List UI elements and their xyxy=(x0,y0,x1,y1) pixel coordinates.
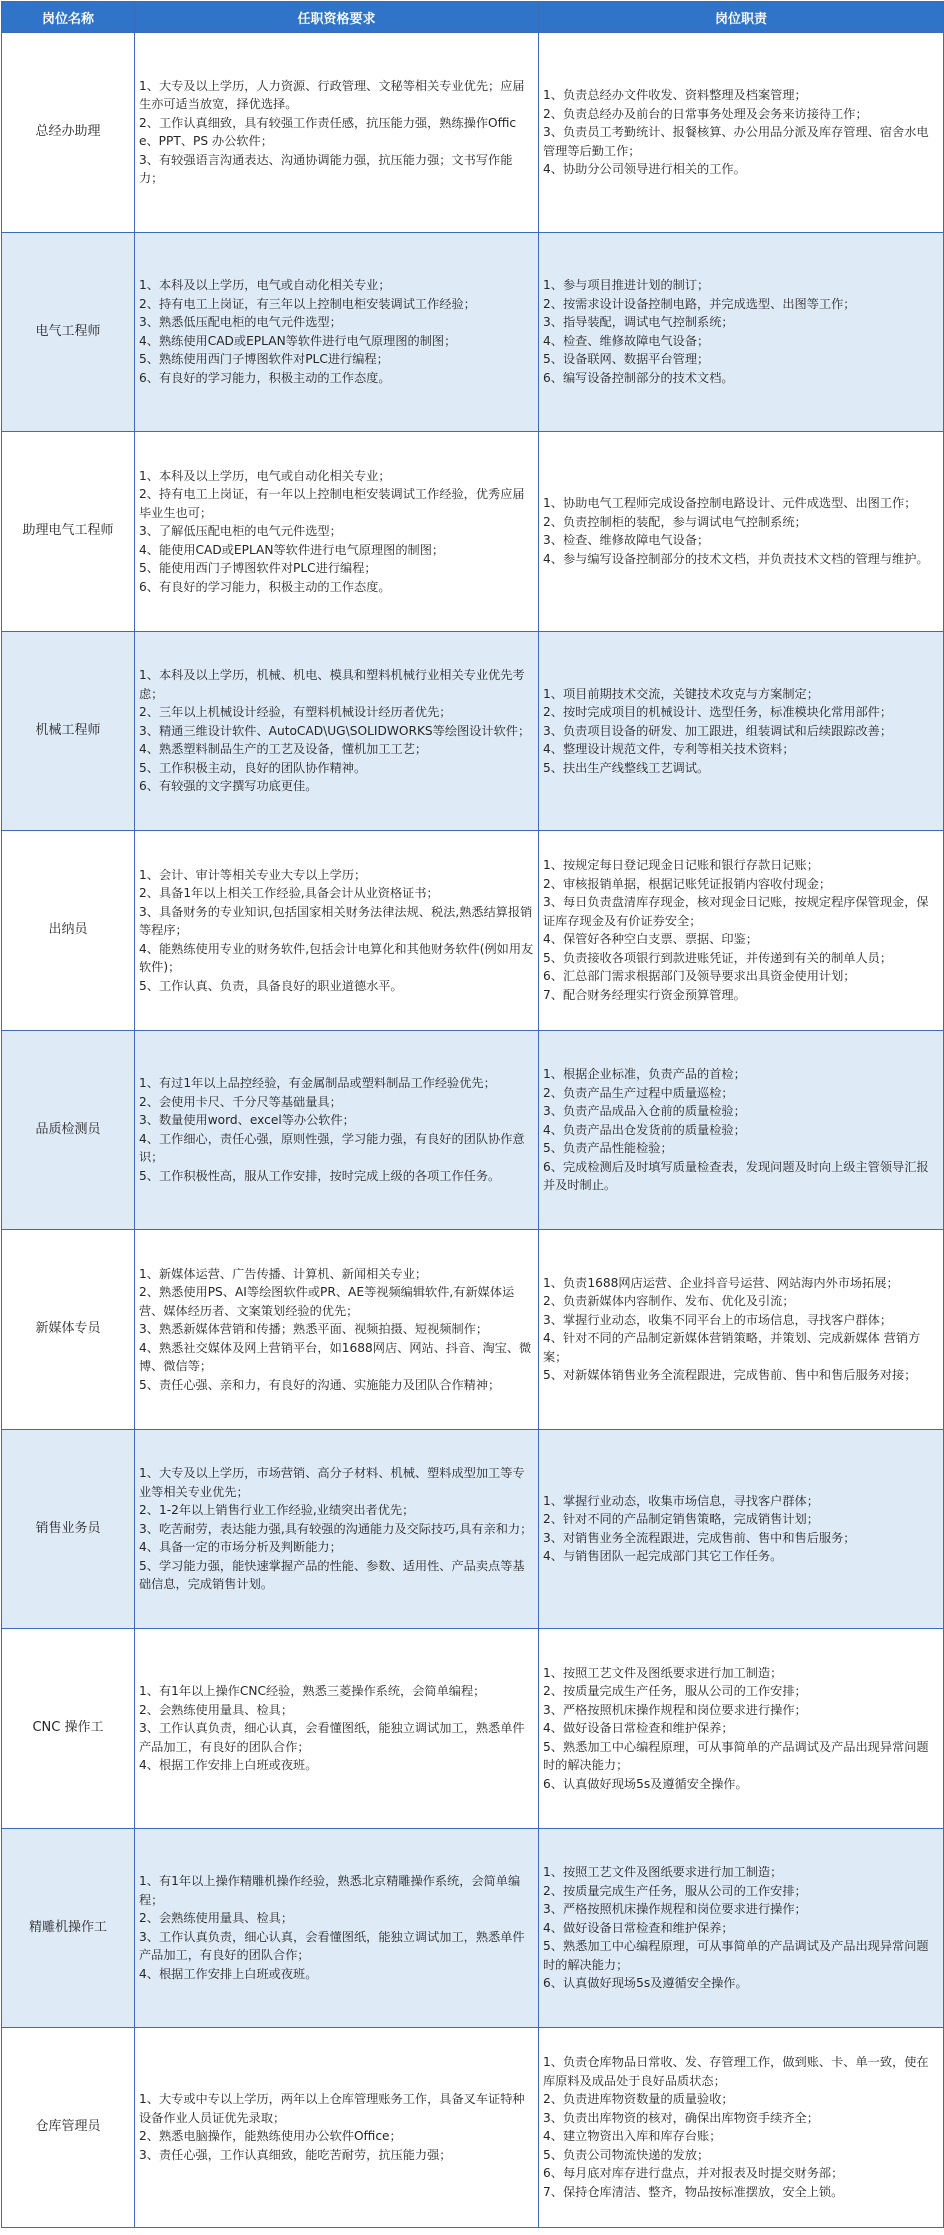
table-row xyxy=(2,33,944,233)
qualification-item: 2、工作认真细致，具有较强工作责任感，抗压能力强，熟练操作Office、PPT、PS 办公软件； xyxy=(139,115,517,149)
responsibility-item: 6、汇总部门需求根据部门及领导要求出具资金使用计划； xyxy=(543,969,856,984)
responsibility-item: 1、协助电气工程师完成设备控制电路设计、元件成选型、出图工作； xyxy=(543,496,917,511)
responsibility-item: 4、保管好各种空白支票、票据、印鉴； xyxy=(543,932,758,947)
qualification-item: 4、熟悉塑料制品生产的工艺及设备，懂机加工工艺； xyxy=(139,742,428,756)
qualification-item: 4、熟悉社交媒体及网上营销平台，如1688网店、网站、抖音、淘宝、微博、微信等； xyxy=(139,1340,532,1373)
qualification-item: 1、本科及以上学历，电气或自动化相关专业； xyxy=(139,278,391,293)
qualification-item: 6、有较强的文字撰写功底更佳。 xyxy=(139,779,318,793)
responsibility-item: 5、负责产品性能检验； xyxy=(543,1141,673,1155)
responsibility-item: 4、做好设备日常检查和维护保养； xyxy=(543,1721,734,1735)
position-name: 电气工程师 xyxy=(2,232,135,432)
responsibility-item: 1、负责总经办文件收发、资料整理及档案管理； xyxy=(543,88,807,102)
responsibility-item: 6、每月底对库存进行盘点，并对报表及时提交财务部； xyxy=(543,2166,844,2181)
responsibility-item: 5、扶出生产线整线工艺调试。 xyxy=(543,760,710,775)
responsibility-item: 2、按质量完成生产任务，服从公司的工作安排； xyxy=(543,1684,807,1698)
position-name: CNC 操作工 xyxy=(2,1629,135,1829)
qualification-item: 1、本科及以上学历，机械、机电、模具和塑料机械行业相关专业优先考虑； xyxy=(139,668,525,701)
qualification-item: 2、熟悉电脑操作，能熟练使用办公软件Office； xyxy=(139,2129,402,2144)
position-name: 机械工程师 xyxy=(2,631,135,831)
qualification-item: 2、会使用卡尺、千分尺等基础量具； xyxy=(139,1094,342,1109)
table-row xyxy=(2,1230,944,1430)
qualification-item: 1、有过1年以上品控经验，有金属制品或塑料制品工作经验优先； xyxy=(139,1076,496,1091)
qualification-item: 1、有1年以上操作CNC经验，熟悉三菱操作系统，会简单编程； xyxy=(139,1684,486,1698)
responsibility-item: 2、负责控制柜的装配，参与调试电气控制系统； xyxy=(543,514,807,529)
responsibilities-cell xyxy=(539,831,944,1031)
responsibility-item: 1、根据企业标准，负责产品的首检； xyxy=(543,1067,746,1081)
qualification-item: 3、熟悉新媒体营销和传播；熟悉平面、视频拍摄、短视频制作； xyxy=(139,1322,489,1336)
position-name: 销售业务员 xyxy=(2,1429,135,1629)
qualifications-cell xyxy=(135,1629,539,1829)
qualification-item: 1、新媒体运营、广告传播、计算机、新闻相关专业； xyxy=(139,1266,428,1281)
qualification-item: 5、工作积极主动，良好的团队协作精神。 xyxy=(139,760,367,775)
header-position-name: 岗位名称 xyxy=(2,2,135,33)
qualification-item: 3、具备财务的专业知识,包括国家相关财务法律法规、税法,熟悉结算报销等程序； xyxy=(139,904,533,937)
responsibility-item: 4、建立物资出入库和库存台账； xyxy=(543,2129,722,2144)
responsibility-item: 3、严格按照机床操作规程和岗位要求进行操作； xyxy=(543,1702,807,1717)
responsibility-item: 5、负责接收各项银行到款进账凭证，并传递到有关的制单人员； xyxy=(543,950,893,965)
responsibility-item: 2、按需求设计设备控制电路，并完成选型、出图等工作； xyxy=(543,296,856,311)
qualification-item: 1、大专及以上学历，人力资源、行政管理、文秘等相关专业优先；应届生亦可适当放宽，择优选择。 xyxy=(139,78,525,112)
position-name: 品质检测员 xyxy=(2,1030,135,1230)
qualification-item: 4、根据工作安排上白班或夜班。 xyxy=(139,1758,318,1772)
responsibility-item: 3、对销售业务全流程跟进，完成售前、售中和售后服务； xyxy=(543,1530,856,1545)
responsibility-item: 2、负责产品生产过程中质量巡检； xyxy=(543,1085,734,1100)
header-responsibilities: 岗位职责 xyxy=(539,2,944,33)
responsibility-item: 3、负责产品成品入仓前的质量检验； xyxy=(543,1104,746,1118)
table-body xyxy=(2,33,944,2228)
responsibilities-cell xyxy=(539,33,944,233)
responsibility-item: 4、参与编写设备控制部分的技术文档，并负责技术文档的管理与维护。 xyxy=(543,551,929,566)
table-row xyxy=(2,631,944,831)
responsibility-item: 1、参与项目推进计划的制订； xyxy=(543,278,710,293)
responsibility-item: 2、负责新媒体内容制作、发布、优化及引流； xyxy=(543,1294,795,1309)
responsibility-item: 5、对新媒体销售业务全流程跟进，完成售前、售中和售后服务对接； xyxy=(543,1368,917,1383)
qualification-item: 4、能使用CAD或EPLAN等软件进行电气原理图的制图； xyxy=(139,542,445,557)
qualification-item: 3、熟悉低压配电柜的电气元件选型； xyxy=(139,315,342,330)
table-row xyxy=(2,1629,944,1829)
responsibility-item: 4、整理设计规范文件，专利等相关技术资料； xyxy=(543,742,795,756)
responsibility-item: 3、严格按照机床操作规程和岗位要求进行操作； xyxy=(543,1902,807,1916)
table-row xyxy=(2,1030,944,1230)
responsibility-item: 4、针对不同的产品制定新媒体营销策略，并策划、完成新媒体 营销方案； xyxy=(543,1331,921,1364)
responsibility-item: 5、负责公司物流快递的发放； xyxy=(543,2147,710,2162)
position-name: 助理电气工程师 xyxy=(2,432,135,632)
position-name: 精雕机操作工 xyxy=(2,1828,135,2028)
qualification-item: 4、根据工作安排上白班或夜班。 xyxy=(139,1966,318,1981)
responsibility-item: 1、负责1688网店运营、企业抖音号运营、网站海内外市场拓展； xyxy=(543,1275,899,1290)
responsibility-item: 2、按质量完成生产任务，服从公司的工作安排； xyxy=(543,1883,807,1898)
responsibility-item: 1、按规定每日登记现金日记账和银行存款日记账； xyxy=(543,858,819,873)
qualification-item: 4、熟练使用CAD或EPLAN等软件进行电气原理图的制图； xyxy=(139,333,457,348)
responsibility-item: 1、按照工艺文件及图纸要求进行加工制造； xyxy=(543,1865,783,1879)
responsibility-item: 6、编写设备控制部分的技术文档。 xyxy=(543,370,734,385)
qualification-item: 3、数量使用word、excel等办公软件； xyxy=(139,1113,355,1128)
table-row xyxy=(2,831,944,1031)
position-name: 仓库管理员 xyxy=(2,2028,135,2228)
qualification-item: 2、持有电工上岗证，有一年以上控制电柜安装调试工作经验，优秀应届毕业生也可； xyxy=(139,487,525,520)
responsibility-item: 1、负责仓库物品日常收、发、存管理工作，做到账、卡、单一致，使在库原料及成品处于良好品质状态； xyxy=(543,2055,929,2088)
qualification-item: 2、会熟练使用量具、检具； xyxy=(139,1911,294,1926)
responsibilities-cell xyxy=(539,1629,944,1829)
header-qualifications: 任职资格要求 xyxy=(135,2,539,33)
responsibility-item: 3、负责出库物资的核对，确保出库物资手续齐全； xyxy=(543,2110,819,2125)
table-row xyxy=(2,232,944,432)
table-row xyxy=(2,432,944,632)
responsibilities-cell xyxy=(539,1429,944,1629)
qualifications-cell xyxy=(135,232,539,432)
qualifications-cell xyxy=(135,1429,539,1629)
qualification-item: 4、具备一定的市场分析及判断能力； xyxy=(139,1540,342,1554)
responsibility-item: 4、与销售团队一起完成部门其它工作任务。 xyxy=(543,1549,783,1564)
position-name: 总经办助理 xyxy=(2,33,135,233)
table-row xyxy=(2,1429,944,1629)
qualifications-cell xyxy=(135,2028,539,2228)
responsibility-item: 1、按照工艺文件及图纸要求进行加工制造； xyxy=(543,1665,783,1680)
qualification-item: 5、熟练使用西门子博图软件对PLC进行编程； xyxy=(139,352,389,367)
qualification-item: 3、工作认真负责，细心认真，会看懂图纸，能独立调试加工，熟悉单件产品加工，有良好的团队合作； xyxy=(139,1721,525,1754)
qualifications-cell xyxy=(135,33,539,233)
responsibility-item: 3、指导装配，调试电气控制系统； xyxy=(543,315,734,330)
responsibility-item: 2、负责进库物资数量的质量验收； xyxy=(543,2092,734,2107)
qualification-item: 2、熟悉使用PS、AI等绘图软件或PR、AE等视频编辑软件,有新媒体运营、媒体经历者、文案策划经验的优先； xyxy=(139,1285,515,1318)
qualification-item: 2、持有电工上岗证，有三年以上控制电柜安装调试工作经验； xyxy=(139,296,476,311)
responsibility-item: 2、负责总经办及前台的日常事务处理及会务来访接待工作； xyxy=(543,106,868,121)
qualification-item: 1、会计、审计等相关专业大专以上学历； xyxy=(139,867,367,882)
qualifications-cell xyxy=(135,1030,539,1230)
qualification-item: 1、大专及以上学历，市场营销、高分子材料、机械、塑料成型加工等专业等相关专业优先； xyxy=(139,1466,525,1499)
responsibility-item: 1、掌握行业动态，收集市场信息，寻找客户群体； xyxy=(543,1493,819,1508)
qualification-item: 1、有1年以上操作精雕机操作经验，熟悉北京精雕操作系统，会简单编程； xyxy=(139,1874,521,1907)
responsibilities-cell xyxy=(539,1230,944,1430)
qualifications-cell xyxy=(135,432,539,632)
table-header-row xyxy=(2,2,944,33)
qualification-item: 5、能使用西门子博图软件对PLC进行编程； xyxy=(139,561,377,575)
responsibilities-cell xyxy=(539,631,944,831)
qualification-item: 3、精通三维设计软件、AutoCAD\UG\SOLIDWORKS等绘图设计软件； xyxy=(139,723,531,738)
responsibilities-cell xyxy=(539,1828,944,2028)
qualification-item: 4、工作细心，责任心强，原则性强，学习能力强，有良好的团队协作意识； xyxy=(139,1131,525,1165)
qualification-item: 3、责任心强，工作认真细致，能吃苦耐劳，抗压能力强； xyxy=(139,2147,452,2162)
table-row xyxy=(2,1828,944,2028)
responsibility-item: 6、认真做好现场5s及遵循安全操作。 xyxy=(543,1976,748,1990)
responsibilities-cell xyxy=(539,1030,944,1230)
position-name: 新媒体专员 xyxy=(2,1230,135,1430)
qualification-item: 2、具备1年以上相关工作经验,具备会计从业资格证书； xyxy=(139,886,439,900)
qualifications-cell xyxy=(135,631,539,831)
responsibility-item: 1、项目前期技术交流，关键技术攻克与方案制定； xyxy=(543,686,819,701)
qualification-item: 1、本科及以上学历，电气或自动化相关专业； xyxy=(139,468,391,483)
qualifications-cell xyxy=(135,831,539,1031)
responsibility-item: 4、协助分公司领导进行相关的工作。 xyxy=(543,162,746,176)
qualification-item: 3、了解低压配电柜的电气元件选型； xyxy=(139,524,342,538)
qualification-item: 3、有较强语言沟通表达、沟通协调能力强，抗压能力强；文书写作能力； xyxy=(139,152,513,186)
responsibility-item: 6、认真做好现场5s及遵循安全操作。 xyxy=(543,1776,748,1791)
qualifications-cell xyxy=(135,1828,539,2028)
table-row xyxy=(2,2028,944,2228)
qualifications-cell xyxy=(135,1230,539,1430)
responsibility-item: 5、熟悉加工中心编程原理，可从事简单的产品调试及产品出现异常问题时的解决能力； xyxy=(543,1939,929,1972)
job-requirements-table xyxy=(1,1,944,2228)
responsibilities-cell xyxy=(539,2028,944,2228)
qualification-item: 1、大专或中专以上学历，两年以上仓库管理账务工作，具备叉车证特种设备作业人员证优先录取； xyxy=(139,2092,525,2125)
responsibility-item: 5、设备联网、数据平台管理； xyxy=(543,352,710,367)
qualification-item: 6、有良好的学习能力，积极主动的工作态度。 xyxy=(139,579,391,594)
qualification-item: 2、三年以上机械设计经验，有塑料机械设计经历者优先； xyxy=(139,705,452,719)
responsibility-item: 3、检查、维修故障电气设备； xyxy=(543,533,710,548)
responsibility-item: 4、做好设备日常检查和维护保养； xyxy=(543,1920,734,1935)
qualification-item: 5、责任心强、亲和力，有良好的沟通、实施能力及团队合作精神； xyxy=(139,1377,501,1392)
responsibility-item: 6、完成检测后及时填写质量检查表，发现问题及时向上级主管领导汇报并及时制止。 xyxy=(543,1159,929,1192)
responsibility-item: 2、按时完成项目的机械设计、选型任务，标准模块化常用部件； xyxy=(543,705,893,719)
qualification-item: 2、会熟练使用量具、检具； xyxy=(139,1702,294,1717)
qualification-item: 3、工作认真负责，细心认真，会看懂图纸，能独立调试加工，熟悉单件产品加工，有良好的团队合作； xyxy=(139,1929,525,1963)
qualification-item: 5、工作认真、负责，具备良好的职业道德水平。 xyxy=(139,978,403,993)
responsibility-item: 2、针对不同的产品制定销售策略，完成销售计划； xyxy=(543,1512,819,1527)
qualification-item: 5、工作积极性高，服从工作安排，按时完成上级的各项工作任务。 xyxy=(139,1168,501,1183)
responsibility-item: 7、配合财务经理实行资金预算管理。 xyxy=(543,987,746,1002)
qualification-item: 5、学习能力强，能快速掌握产品的性能、参数、适用性、产品卖点等基础信息，完成销售计划。 xyxy=(139,1558,525,1591)
qualification-item: 4、能熟练使用专业的财务软件,包括会计电算化和其他财务软件(例如用友软件)； xyxy=(139,941,534,974)
responsibility-item: 4、检查、维修故障电气设备； xyxy=(543,333,710,348)
responsibility-item: 5、熟悉加工中心编程原理，可从事简单的产品调试及产品出现异常问题时的解决能力； xyxy=(543,1739,929,1772)
responsibility-item: 3、负责员工考勤统计、报餐核算、办公用品分派及库存管理、宿舍水电管理等后勤工作； xyxy=(543,125,929,158)
responsibilities-cell xyxy=(539,432,944,632)
responsibility-item: 3、负责项目设备的研发、加工跟进，组装调试和后续跟踪改善； xyxy=(543,723,893,738)
position-name: 出纳员 xyxy=(2,831,135,1031)
qualification-item: 6、有良好的学习能力，积极主动的工作态度。 xyxy=(139,370,391,385)
responsibility-item: 7、保持仓库清洁、整齐，物品按标准摆放，安全上锁。 xyxy=(543,2184,844,2199)
responsibility-item: 4、负责产品出仓发货前的质量检验； xyxy=(543,1122,746,1137)
responsibilities-cell xyxy=(539,232,944,432)
qualification-item: 2、1-2年以上销售行业工作经验,业绩突出者优先； xyxy=(139,1503,415,1517)
qualification-item: 3、吃苦耐劳，表达能力强,具有较强的沟通能力及交际技巧,具有亲和力； xyxy=(139,1521,533,1536)
responsibility-item: 2、审核报销单据，根据记账凭证报销内容收付现金； xyxy=(543,876,832,891)
responsibility-item: 3、每日负责盘清库存现金，核对现金日记账，按规定程序保管现金，保证库存现金及有价证券安全； xyxy=(543,895,929,928)
responsibility-item: 3、掌握行业动态，收集不同平台上的市场信息，寻找客户群体； xyxy=(543,1312,893,1327)
